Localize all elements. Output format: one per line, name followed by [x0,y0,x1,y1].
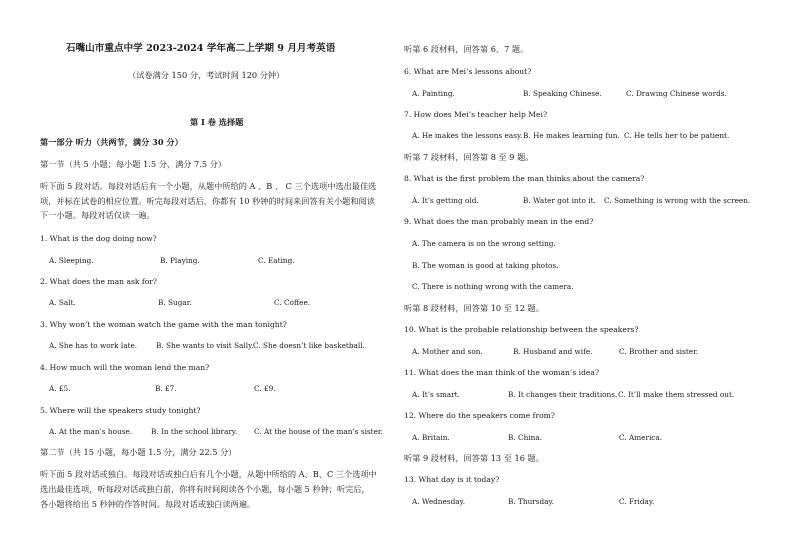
option-c: C. Something is wrong with the screen. [604,196,751,205]
question-13: 13. What day is it today? [404,475,500,484]
option-b: B. Sugar. [158,298,192,307]
question-11: 11. What does the man think of the woman’s idea? [404,368,600,377]
question-7: 7. How does Mei’s teacher help Mei? [404,110,548,119]
section2-instruction-line: 各小题将给出 5 秒钟的作答时间。每段对话或独白读两遍。 [40,499,256,509]
option-b: B. She wants to visit Sally. [156,341,254,350]
option-a: A. He makes the lessons easy. [412,131,523,140]
exam-subtitle: （试卷满分 150 分，考试时间 120 分钟） [128,70,285,80]
question-4: 4. How much will the woman lend the man? [40,363,210,372]
question-8: 8. What is the first problem the man thinks about the camera? [404,174,645,183]
question-10: 10. What is the probable relationship between the speakers? [404,325,639,334]
material-8-heading: 听第 8 段材料，回答第 10 至 12 题。 [404,303,544,313]
option-b: B. China. [508,433,542,442]
section2-instruction-line: 听下面 5 段对话或独白。每段对话或独白后有几个小题，从题中所给的 A、B、C 三个选项中 [40,469,377,479]
option-b: B. Thursday. [508,497,554,506]
option-b: B. Water got into it. [523,196,596,205]
question-9: 9. What does the man probably mean in the end? [404,217,594,226]
section1-instruction-line: 听下面 5 段对话。每段对话后有一个小题，从题中所给的 A 、B 、 C 三个选项中选出最佳选 [40,181,377,191]
question-5: 5. Where will the speakers study tonight? [40,406,201,415]
option-a: A. It’s getting old. [412,196,479,205]
option-c: C. It’ll make them stressed out. [618,390,735,399]
question-6: 6. What are Mei’s lessons about? [404,67,532,76]
option-a: A. Sleeping. [49,256,94,265]
option-c: C. Drawing Chinese words. [626,89,727,98]
section2-instruction-line: 选出最佳选项，听每段对话或独白前，你将有时间阅读各个小题，每小题 5 秒钟；听完后， [40,484,370,494]
question-3: 3. Why won’t the woman watch the game with the man tonight? [40,320,287,329]
material-9-heading: 听第 9 段材料，回答第 13 至 16 题。 [404,453,544,463]
option-c: C. At the house of the man’s sister. [254,427,383,436]
option-a: A. Britain. [412,433,450,442]
question-1: 1. What is the dog doing now? [40,234,157,243]
option-a: A. It’s smart. [412,390,460,399]
option-a: A. The camera is on the wrong setting. [412,239,556,248]
volume-title: 第 I 卷 选择题 [190,117,244,127]
option-a: A. Wednesday. [412,497,466,506]
option-c: C. £9. [254,384,276,393]
option-c: C. There is nothing wrong with the camera. [412,282,574,291]
part1-title: 第一部分 听力（共两节，满分 30 分） [40,137,183,147]
option-a: A. Painting. [412,89,455,98]
option-b: B. He makes learning fun. [523,131,620,140]
option-c: C. Eating. [258,256,295,265]
option-c: C. Friday. [619,497,655,506]
option-a: A. At the man’s house. [49,427,133,436]
option-a: A. £5. [49,384,71,393]
material-6-heading: 听第 6 段材料，回答第 6、7 题。 [404,44,529,54]
option-c: C. He tells her to be patient. [624,131,730,140]
option-c: C. America. [619,433,663,442]
option-a: A. Salt. [49,298,76,307]
section1-instruction-line: 项，并标在试卷的相应位置。听完每段对话后，你都有 10 秒钟的时间来回答有关小题和阅读 [40,196,375,206]
option-b: B. The woman is good at taking photos. [412,261,559,270]
section2-title: 第二节（共 15 小题，每小题 1.5 分，满分 22.5 分） [40,447,237,457]
option-b: B. It changes their traditions. [508,390,618,399]
option-a: A. She has to work late. [49,341,138,350]
section1-title: 第一节（共 5 小题；每小题 1.5 分，满分 7.5 分） [40,159,227,169]
material-7-heading: 听第 7 段材料，回答第 8 至 9 题。 [404,152,534,162]
option-b: B. Playing. [160,256,200,265]
question-2: 2. What does the man ask for? [40,277,157,286]
option-b: B. Husband and wife. [513,347,593,356]
option-b: B. £7. [155,384,177,393]
exam-title: 石嘴山市重点中学 2023-2024 学年高二上学期 9 月月考英语 [66,43,336,54]
option-c: C. She doesn’t like basketball. [253,341,365,350]
option-b: B. In the school library. [151,427,238,436]
option-b: B. Speaking Chinese. [523,89,602,98]
option-c: C. Coffee. [274,298,311,307]
option-c: C. Brother and sister. [619,347,699,356]
section1-instruction-line: 下一小题。每段对话仅读一遍。 [40,210,155,220]
option-a: A. Mother and son. [412,347,483,356]
question-12: 12. Where do the speakers come from? [404,411,555,420]
